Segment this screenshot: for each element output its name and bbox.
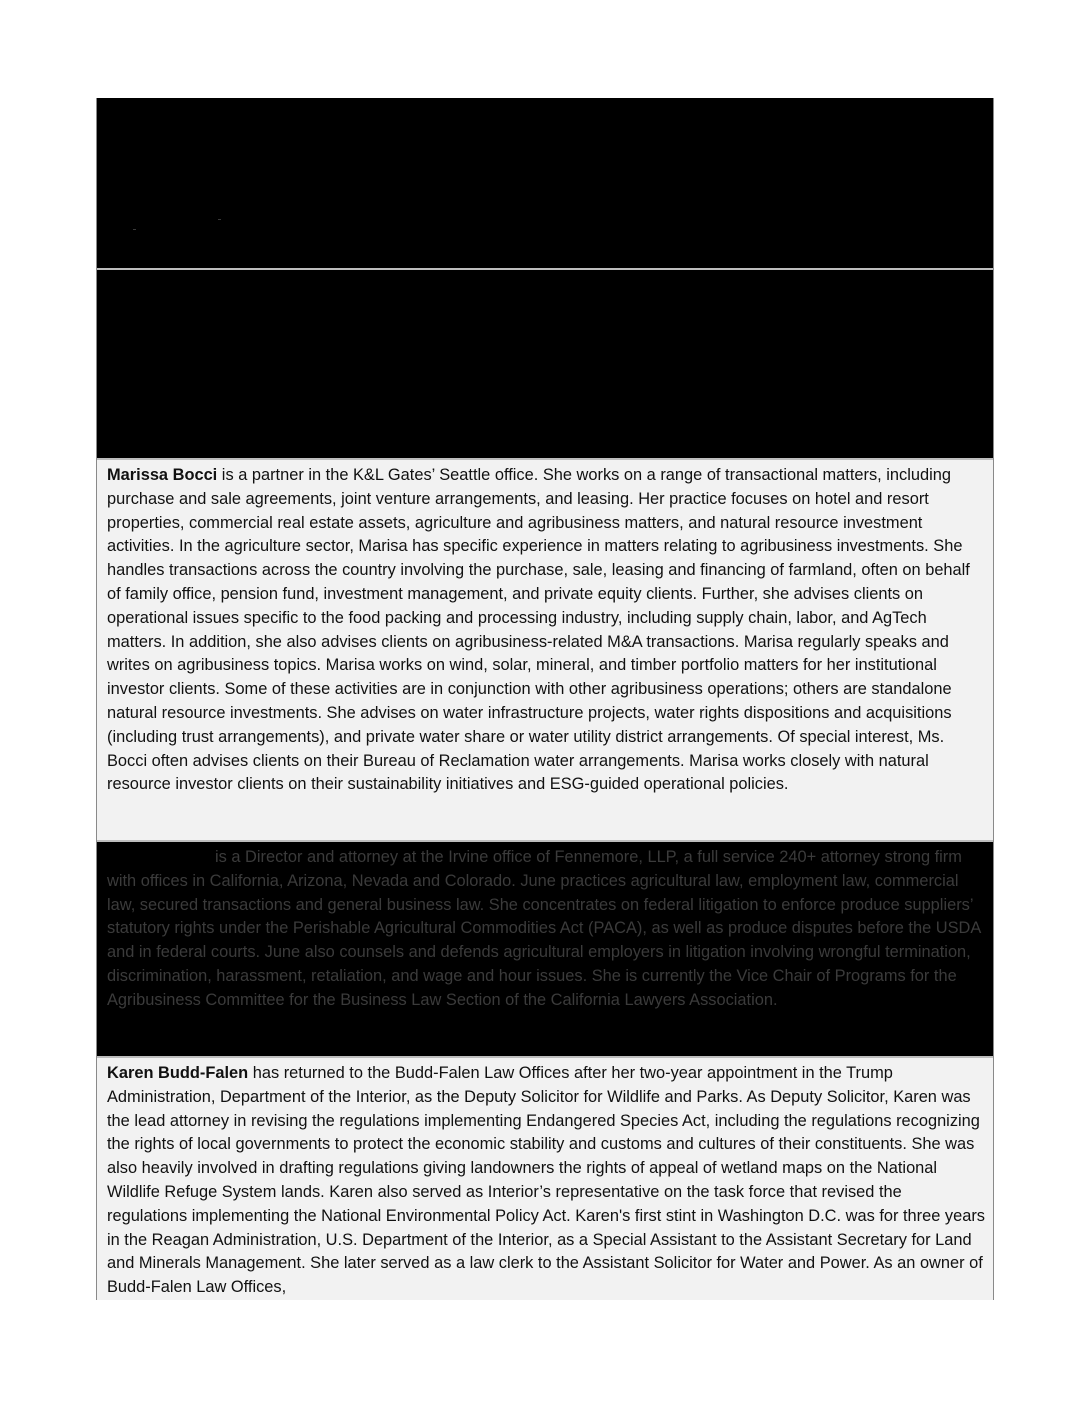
bio-paragraph <box>107 846 985 1013</box>
bio-redacted-name <box>97 842 994 1056</box>
bio-text: has returned to the Budd-Falen Law Offices after her two-year appointment in the Trump Administration, Department of the Interior, as the Deputy Solicitor for Wildlife and Parks. As Deputy Solicitor, Karen was the lead attorney in revising the regulations implementing Endangered Species Act, including the regulations recognizing the rights of local governments to protect the economic stability and customs and cultures of their constituents. She was also heavily involved in drafting regulations giving landowners the rights of appeal of wetland maps on the National Wildlife Refuge System lands. Karen also served as Interior’s representative on the task force that revised the regulations implementing the National Environmental Policy Act. Karen's first stint in Washington D.C. was for three years in the Reagan Administration, U.S. Department of the Interior, as a Special Assistant to the Assistant Secretary for Land and Minerals Management. She later served as a law clerk to the Assistant Solicitor for Water and Power. As an owner of Budd-Falen Law Offices, <box>107 1064 985 1297</box>
bio-name: Karen Budd-Falen <box>107 1064 249 1082</box>
bio-table <box>96 98 994 1300</box>
bio-text: is a Director and attorney at the Irvine office of Fennemore, LLP, a full service 240+ attorney strong firm with offices in California, Arizona, Nevada and Colorado. June practices agricultural law, employment law, commercial law, secured transactions and general business law. She concentrates on federal litigation to enforce produce suppliers’ statutory rights under the Perishable Agricultural Commodities Act (PACA), as well as produce disputes before the USDA and in federal courts. June also counsels and defends agricultural employers in litigation involving wrongful termination, discrimination, harassment, retaliation, and wage and hour issues. She is currently the Vice Chair of Programs for the Agribusiness Committee for the Business Law Section of the California Lawyers Association. <box>107 848 981 1009</box>
bio-karen-budd-falen <box>97 1058 994 1300</box>
redacted-header-block <box>97 98 994 268</box>
redaction-artifact <box>218 219 221 220</box>
bio-marissa-bocci <box>97 460 994 840</box>
bio-paragraph <box>107 464 985 797</box>
bio-name: Marissa Bocci <box>107 466 218 484</box>
redaction-artifact <box>133 229 136 230</box>
bio-paragraph <box>107 1062 985 1300</box>
bio-text: is a partner in the K&L Gates’ Seattle office. She works on a range of transactional matters, including purchase and sale agreements, joint venture arrangements, and leasing. Her practice focuses on hotel and resort properties, commercial real estate assets, agriculture and agribusiness matters, and natural resource investment activities. In the agriculture sector, Marisa has specific experience in matters relating to agribusiness investments. She handles transactions across the country involving the purchase, sale, leasing and financing of farmland, often on behalf of family office, pension fund, investment management, and private equity clients. Further, she advises clients on operational issues specific to the food packing and processing industry, including supply chain, labor, and AgTech matters. In addition, she also advises clients on agribusiness-related M&A transactions. Marisa regularly speaks and writes on agribusiness topics. Marisa works on wind, solar, mineral, and timber portfolio matters for her institutional investor clients. Some of these activities are in conjunction with other agribusiness operations; others are standalone natural resource investments. She advises on water infrastructure projects, water rights dispositions and acquisitions (including trust arrangements), and private water share or water utility district arrangements. Of special interest, Ms. Bocci often advises clients on their Bureau of Reclamation water arrangements. Marisa works closely with natural resource investor clients on their sustainability initiatives and ESG-guided operational policies. <box>107 466 970 794</box>
redacted-bio-block <box>97 270 994 458</box>
